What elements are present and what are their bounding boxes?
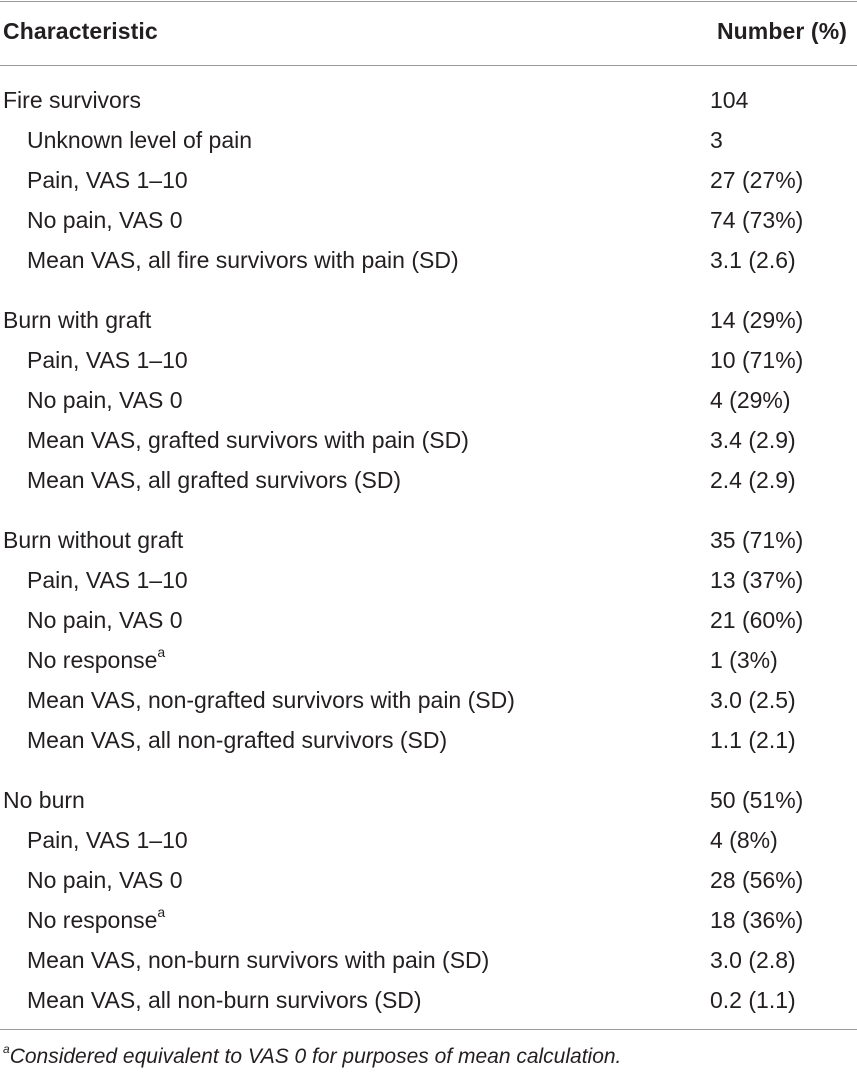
row-value: 1 (3%) <box>710 647 778 673</box>
row-value: 18 (36%) <box>710 907 804 933</box>
group-header-row <box>0 520 857 560</box>
row-label <box>27 600 183 640</box>
row-value: 3.4 (2.9) <box>710 427 796 453</box>
row-label <box>27 200 183 240</box>
table-row <box>0 460 857 500</box>
row-group <box>0 80 857 280</box>
row-label-text: Pain, VAS 1–10 <box>27 567 188 593</box>
group-label: Burn without graft <box>3 527 184 553</box>
row-value: 3.1 (2.6) <box>710 247 796 273</box>
table-row <box>0 680 857 720</box>
row-group <box>0 780 857 1020</box>
row-label-text: Mean VAS, non-burn survivors with pain (SD) <box>27 947 490 973</box>
row-group <box>0 300 857 500</box>
row-label <box>27 560 188 600</box>
row-label <box>27 240 459 280</box>
group-header-row <box>0 80 857 120</box>
footnote-marker: a <box>157 904 166 921</box>
table-row <box>0 240 857 280</box>
row-value: 10 (71%) <box>710 347 804 373</box>
row-label-text: No pain, VAS 0 <box>27 607 183 633</box>
row-value: 28 (56%) <box>710 867 804 893</box>
row-label <box>27 900 165 940</box>
row-label <box>27 160 188 200</box>
table-row <box>0 560 857 600</box>
row-label <box>27 940 489 980</box>
row-label-text: Pain, VAS 1–10 <box>27 167 188 193</box>
row-label-text: No response <box>27 647 158 673</box>
row-group <box>0 520 857 760</box>
table-row <box>0 640 857 680</box>
row-value: 0.2 (1.1) <box>710 987 796 1013</box>
row-value: 27 (27%) <box>710 167 804 193</box>
table-row <box>0 420 857 460</box>
row-label <box>27 860 183 900</box>
table-row <box>0 600 857 640</box>
footnote <box>3 1042 622 1069</box>
group-value: 35 (71%) <box>710 527 804 553</box>
table-row <box>0 980 857 1020</box>
row-label-text: Mean VAS, all non-burn survivors (SD) <box>27 987 422 1013</box>
row-label <box>27 120 252 160</box>
row-value: 4 (8%) <box>710 827 778 853</box>
footnote-marker: a <box>3 1042 10 1056</box>
row-label-text: No pain, VAS 0 <box>27 207 183 233</box>
row-label-text: Pain, VAS 1–10 <box>27 347 188 373</box>
row-label <box>27 820 188 860</box>
row-label <box>27 420 469 460</box>
footnote-marker: a <box>157 644 166 661</box>
group-header-row <box>0 300 857 340</box>
row-value: 3.0 (2.8) <box>710 947 796 973</box>
row-label-text: Mean VAS, non-grafted survivors with pain (SD) <box>27 687 515 713</box>
row-label <box>27 720 447 760</box>
table-row <box>0 160 857 200</box>
row-value: 3.0 (2.5) <box>710 687 796 713</box>
row-label-text: Pain, VAS 1–10 <box>27 827 188 853</box>
row-label <box>27 980 422 1020</box>
group-label: No burn <box>3 787 85 813</box>
row-label-text: Unknown level of pain <box>27 127 253 153</box>
row-label-text: No pain, VAS 0 <box>27 867 183 893</box>
header-characteristic: Characteristic <box>3 18 158 44</box>
table-row <box>0 120 857 160</box>
row-value: 3 <box>710 127 723 153</box>
row-label-text: Mean VAS, all non-grafted survivors (SD) <box>27 727 448 753</box>
header-rule <box>0 65 857 66</box>
group-label: Fire survivors <box>3 87 142 113</box>
table-row <box>0 820 857 860</box>
bottom-rule <box>0 1029 857 1030</box>
top-rule <box>0 1 857 2</box>
group-value: 14 (29%) <box>710 307 804 333</box>
table-row <box>0 200 857 240</box>
row-label <box>27 340 188 380</box>
row-value: 21 (60%) <box>710 607 804 633</box>
row-label-text: Mean VAS, grafted survivors with pain (SD) <box>27 427 469 453</box>
group-header-row <box>0 780 857 820</box>
row-label-text: Mean VAS, all fire survivors with pain (SD) <box>27 247 459 273</box>
row-value: 74 (73%) <box>710 207 804 233</box>
row-value: 4 (29%) <box>710 387 791 413</box>
row-label <box>27 640 165 680</box>
table-body <box>0 80 857 1040</box>
group-value: 104 <box>710 87 749 113</box>
table-row <box>0 380 857 420</box>
footnote-text: Considered equivalent to VAS 0 for purposes of mean calculation. <box>9 1045 622 1068</box>
header-number-percent: Number (%) <box>716 18 847 44</box>
row-label-text: No pain, VAS 0 <box>27 387 183 413</box>
row-value: 1.1 (2.1) <box>710 727 796 753</box>
row-label <box>27 460 401 500</box>
row-label-text: Mean VAS, all grafted survivors (SD) <box>27 467 402 493</box>
group-label: Burn with graft <box>3 307 152 333</box>
group-value: 50 (51%) <box>710 787 804 813</box>
row-value: 2.4 (2.9) <box>710 467 796 493</box>
table-row <box>0 940 857 980</box>
table-row <box>0 720 857 760</box>
table-row <box>0 340 857 380</box>
table-row <box>0 860 857 900</box>
row-label <box>27 680 515 720</box>
row-label <box>27 380 183 420</box>
row-value: 13 (37%) <box>710 567 804 593</box>
row-label-text: No response <box>27 907 158 933</box>
table-row <box>0 900 857 940</box>
